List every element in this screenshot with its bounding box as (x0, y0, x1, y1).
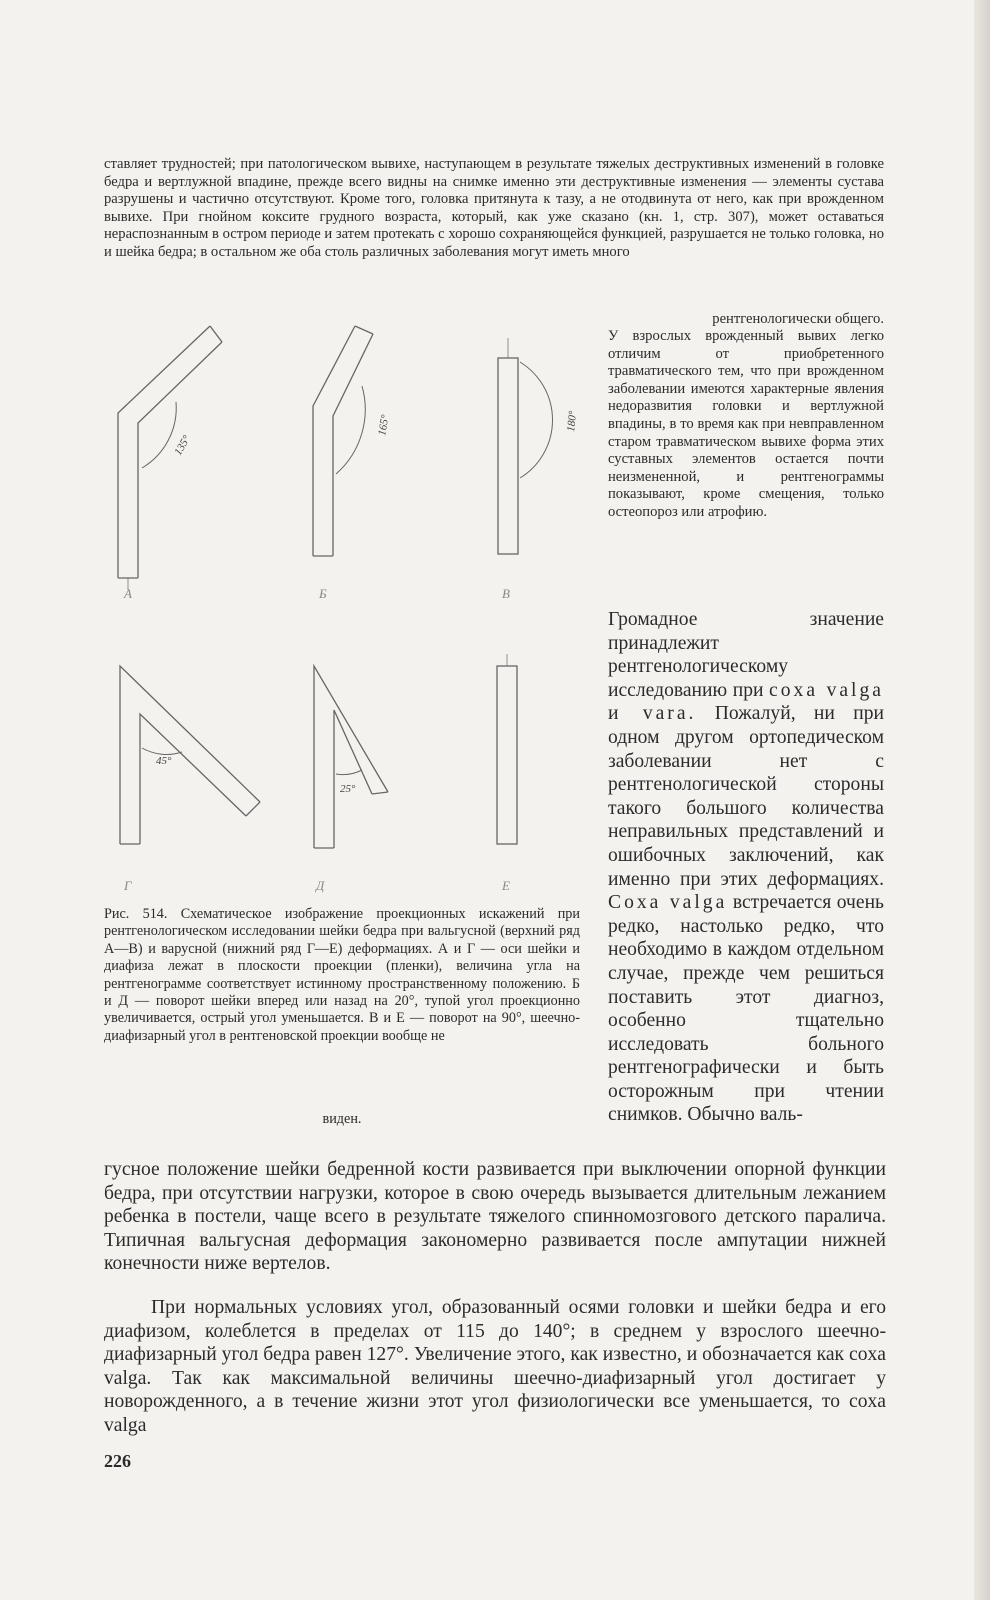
right-text-2: Пожалуй, ни при одном другом ортопедическом заболевании нет с рентгенологической стороны такого большого количества неправильных представлений и ошибочных заключений, как именно при этих деформациях. (608, 703, 884, 890)
figure-caption: Рис. 514. Схематическое изображение проекционных искажений при рентгенологическом исследовании шейки бедра при вальгусной (верхний ряд А—В) и варусной (нижний ряд Г—Е) деформациях. А и Г — оси шейки и диафиза лежат в плоскости проекции (пленки), величина угла на рентгенограмме соответствует истинному пространственному положению. Б и Д — поворот шейки вперед или назад на 20°, тупой угол проекционно увеличивается, острый угол уменьшается. В и Е — поворот на 90°, шеечно-диафизарный угол в рентгеновской проекции вообще не (104, 906, 580, 1044)
paragraph-top: ставляет трудностей; при патологическом вывихе, наступающем в результате тяжелых деструктивных изменений в головке бедра и вертлужной впадине, прежде всего видны на снимке именно эти деструктивные изменения — элементы сустава разрушены и частично отсутствуют. Кроме того, головка притянута к тазу, а не отодвинута от него, как при врожденном вывихе. При гнойном коксите грудного возраста, который, как уже сказано (кн. 1, стр. 307), может оставаться нераспознанным в остром периоде и затем протекать с хорошо сохраняющейся функцией, разрушается не только головка, но и шейка бедра; в остальном же оба столь различных заболевания могут иметь много (104, 156, 884, 260)
diagram-B (313, 326, 373, 556)
figure-caption-end: виден. (322, 1111, 362, 1127)
label-g: Г (124, 878, 132, 893)
diagram-E (497, 654, 517, 844)
angle-label-d: 25° (340, 783, 356, 795)
angle-label-g: 45° (156, 755, 172, 767)
label-b: Б (319, 586, 327, 601)
figure-diagram (100, 316, 590, 906)
figure-514 (100, 316, 590, 906)
paragraph-top-end: рентгенологически общего. (712, 311, 884, 327)
label-d: Д (316, 878, 325, 893)
right-text-3: встречается очень редко, настолько редко, что необходимо в каждом отдельном случае, прежде чем решиться поставить этот диагноз, особенно тщательно исследовать больного рентгенографически и быть осторожным при чтении снимков. Обычно валь- (608, 892, 884, 1126)
diagram-D (314, 666, 388, 848)
diagram-A (118, 326, 222, 590)
coxa-valga-term: Coxa valga (608, 892, 728, 914)
label-e: Е (502, 878, 510, 893)
angle-label-v: 180° (565, 410, 580, 433)
paragraph-norm: При нормальных условиях угол, образованный осями головки и шейки бедра и его диафизом, колеблется в пределах от 115 до 140°; в среднем у взрослого шеечно-диафизарный угол бедра равен 127°. Увеличение этого, как известно, и обозначается как coxa valga. Так как максимальной величины шеечно-диафизарный угол достигает у новорожденного, а в течение жизни этот угол физиологически все уменьшается, то coxa valga (104, 1297, 886, 1436)
paragraph-side: У взрослых врожденный вывих легко отличим от приобретенного травматического тем, что при врожденном заболевании имеются характерные явления недоразвития головки и вертлужной впадины, в то время как при невправленном старом травматическом вывихе форма этих суставных элементов остается почти неизмененной, и рентгенограммы показывают, кроме смещения, только остеопороз или атрофию. (608, 328, 884, 520)
angle-label-a: 135° (172, 433, 194, 458)
paragraph-right (608, 608, 884, 1127)
right-text-1: Громадное значение принадлежит рентгенологическому исследованию при (608, 609, 884, 701)
page-number: 226 (104, 1451, 131, 1471)
page-edge (974, 0, 990, 1600)
angle-label-b: 165° (376, 413, 392, 437)
paragraph-bottom: гусное положение шейки бедренной кости развивается при выключении опорной функции бедра, при отсутствии нагрузки, которое в свою очередь вызывается длительным лежанием ребенка в постели, чаще всего в результате тяжелого спинномозгового детского паралича. Типичная вальгусная деформация закономерно развивается после ампутации нижней конечности ниже вертелов. (104, 1159, 886, 1275)
coxa-valga-vara-term: coxa valga и vara. (608, 679, 884, 725)
label-a: А (124, 586, 132, 601)
label-v: В (502, 586, 510, 601)
diagram-V (498, 338, 553, 554)
diagram-G (120, 666, 260, 844)
